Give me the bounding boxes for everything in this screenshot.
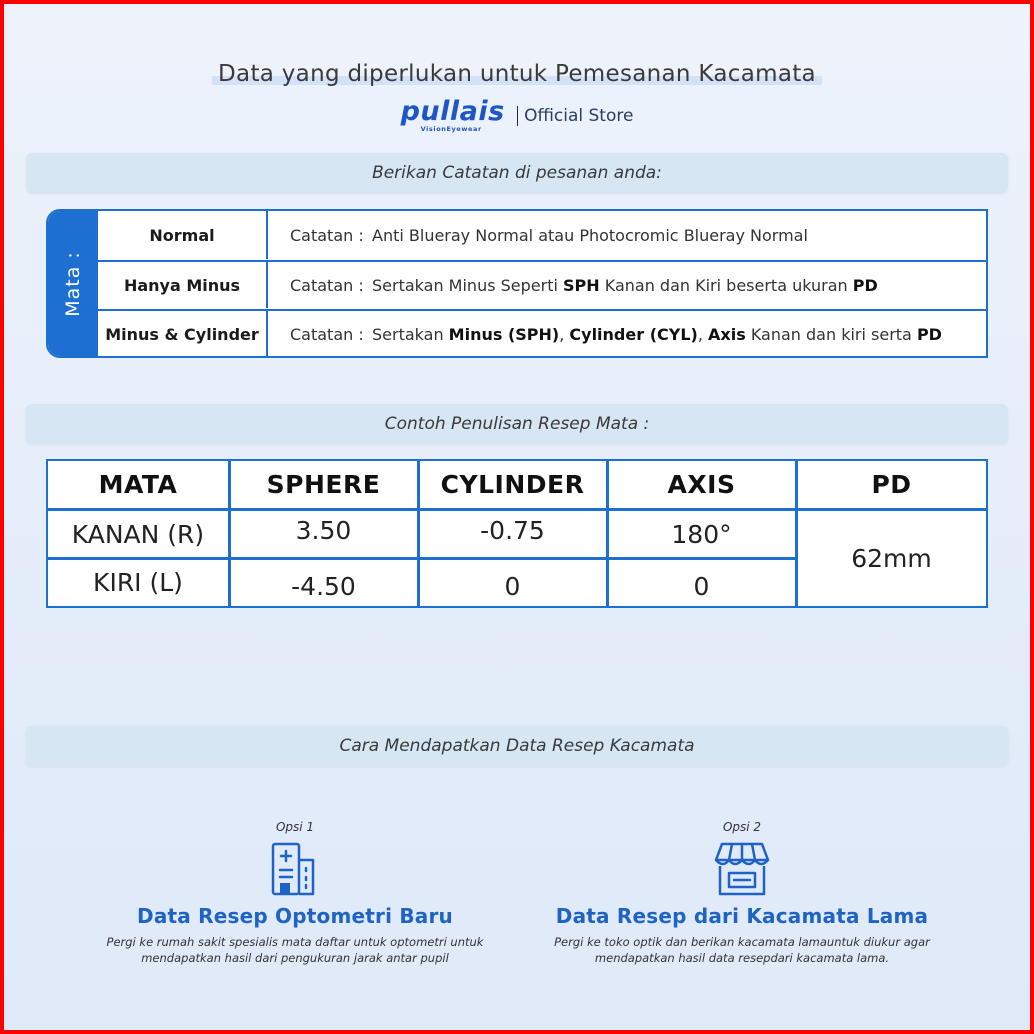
option-label: Opsi 1 [275,820,315,834]
note-text: Anti Blueray Normal atau Photocromic Blueray Normal [372,225,808,245]
option-description: Pergi ke toko optik dan berikan kacamata lamauntuk diukur agar mendapatkan hasil data resepdari kacamata lama. [554,935,930,965]
cell-mata-kanan: KANAN (R) [71,519,205,549]
option-title: Data Resep dari Kacamata Lama [555,904,929,928]
cell-pd: 62mm [851,544,932,573]
brand-divider [517,106,519,126]
brand-header [4,98,1030,134]
cell-sphere-kanan: 3.50 [295,515,352,545]
notes-row-name: Normal [98,211,268,259]
page-title: Data yang diperlukan untuk Pemesanan Kacamata [4,61,1030,87]
note-text: Sertakan Minus Seperti SPH Kanan dan Kiri beserta ukuran PD [372,275,878,295]
notes-row-hanya-minus [98,260,986,308]
cell-axis-kanan: 180° [671,519,732,549]
header-cylinder: CYLINDER [440,470,585,499]
notes-row-name: Minus & Cylinder [98,311,268,357]
option-label: Opsi 2 [722,820,762,834]
store-icon [507,840,977,898]
header-axis: AXIS [667,470,736,499]
option-description: Pergi ke rumah sakit spesialis mata daftar untuk optometri untuk mendapatkan hasil dari pengukuran jarak antar pupil [106,935,484,965]
notes-row-minus-cylinder [98,309,986,357]
mata-side-label: Mata : [48,211,98,356]
header-sphere: SPHERE [266,470,381,499]
header-pd: PD [871,470,912,499]
note-label: Catatan : [290,324,364,344]
cell-cylinder-kiri: 0 [504,571,521,601]
brand-name: pullais [400,96,505,127]
pullais-logo [401,98,513,134]
note-label: Catatan : [290,225,364,245]
option-title: Data Resep Optometri Baru [137,904,453,928]
store-label: Official Store [524,106,634,126]
cell-sphere-kiri: -4.50 [291,571,356,601]
brand-tagline: VisionEyewear [420,125,482,133]
notes-heading: Berikan Catatan di pesanan anda: [26,153,1008,193]
prescription-table [46,459,988,608]
hospital-icon [60,840,530,898]
option-2 [507,820,977,966]
cell-cylinder-kanan: -0.75 [480,515,545,545]
page [4,4,1030,1030]
note-text: Sertakan Minus (SPH), Cylinder (CYL), Axis Kanan dan kiri serta PD [372,324,942,344]
cell-axis-kiri: 0 [693,571,710,601]
notes-row-normal [98,211,986,259]
note-label: Catatan : [290,275,364,295]
notes-table [46,209,988,358]
example-heading: Contoh Penulisan Resep Mata : [26,404,1008,444]
header-mata: MATA [98,470,178,499]
option-1 [60,820,530,966]
notes-row-name: Hanya Minus [98,262,268,308]
howto-heading: Cara Mendapatkan Data Resep Kacamata [26,726,1008,766]
cell-mata-kiri: KIRI (L) [93,567,183,597]
